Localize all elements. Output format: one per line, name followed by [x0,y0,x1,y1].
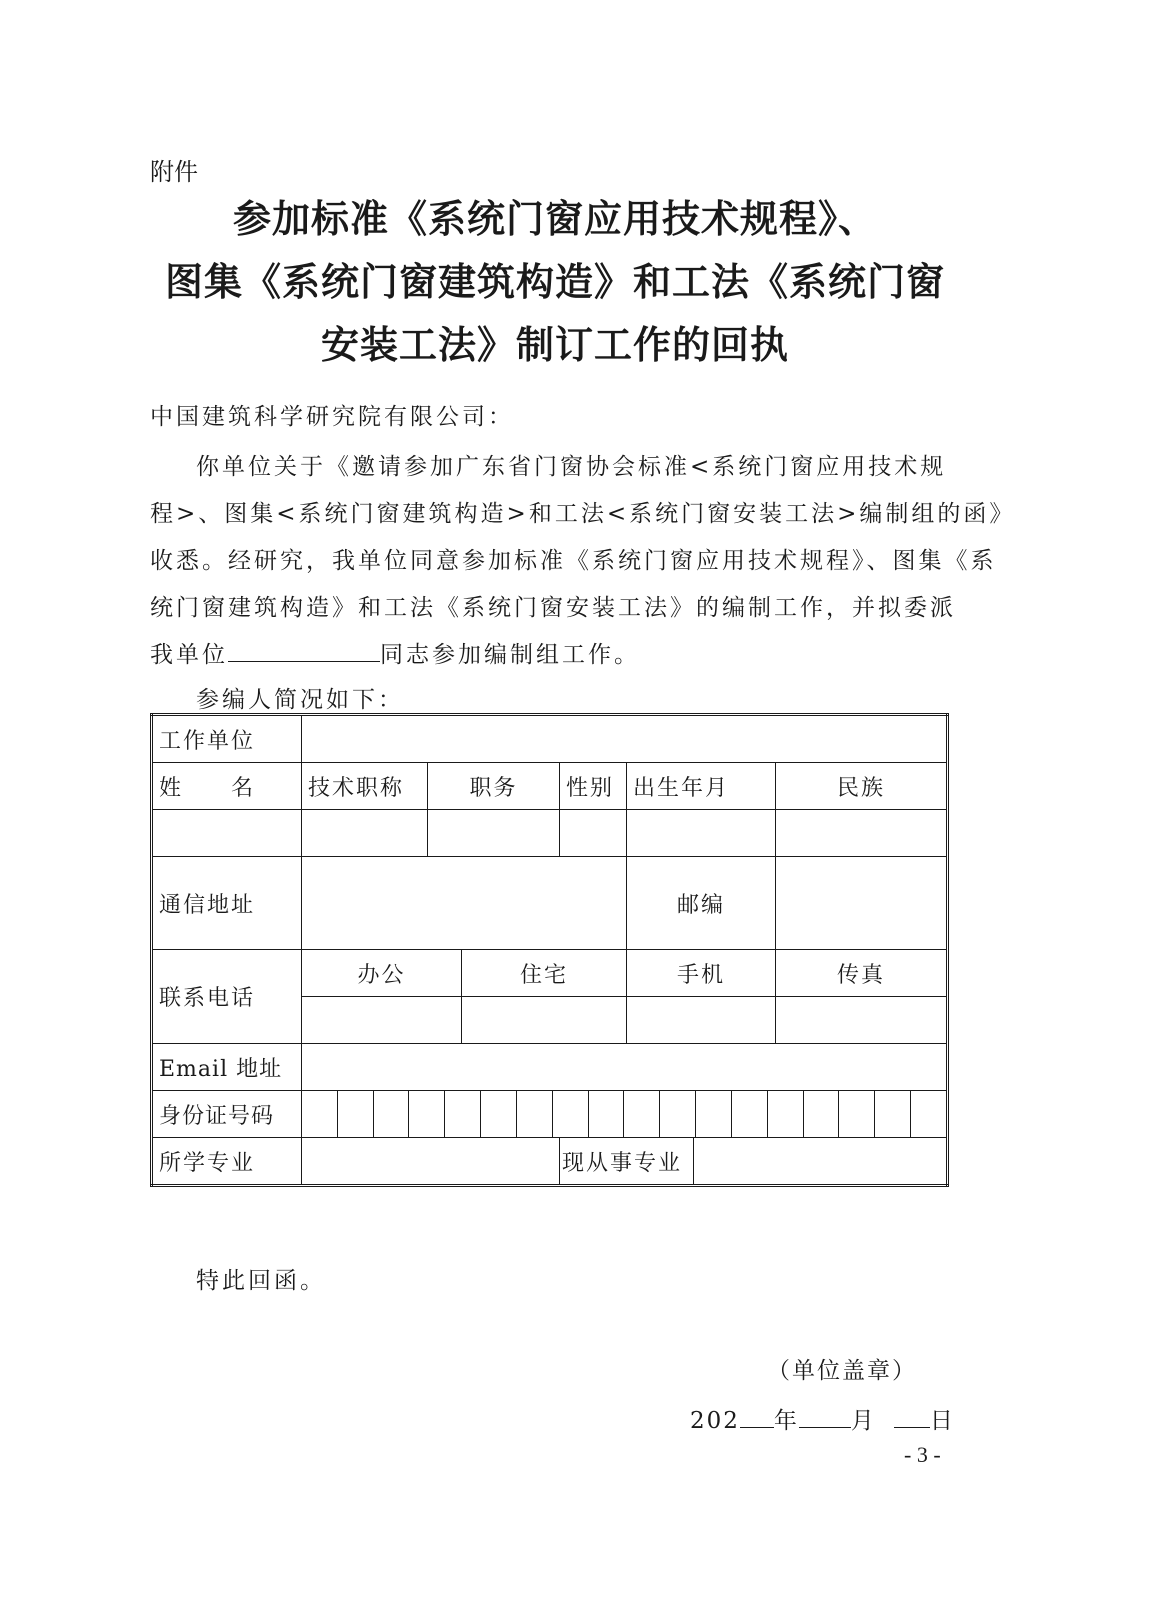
id-digit-box [337,1091,373,1137]
participant-form [150,713,949,1187]
home-phone-field[interactable] [462,997,627,1044]
id-digit-box [838,1091,874,1137]
gender-field[interactable] [560,810,627,857]
id-digit-box [874,1091,910,1137]
letter-line-3: 收悉。经研究，我单位同意参加标准《系统门窗应用技术规程》、图集《系 [150,548,997,574]
work-unit-field[interactable] [302,715,948,763]
delegate-name-blank[interactable] [228,643,380,662]
id-number-field[interactable] [302,1091,948,1138]
position-field[interactable] [428,810,560,857]
fax-field[interactable] [776,997,948,1044]
id-digit-box [302,1091,337,1137]
tech-title-field[interactable] [302,810,428,857]
label-major: 所学专业 [152,1138,302,1186]
date-year: 年 [773,1408,799,1434]
seal-label: （单位盖章） [767,1358,917,1384]
label-postcode: 邮编 [627,857,776,950]
id-digit-box [731,1091,767,1137]
letter-line-2: 程>、图集<系统门窗建筑构造>和工法<系统门窗安装工法>编制组的函》 [150,501,1016,527]
label-name: 姓 名 [152,763,302,810]
date-day-blank[interactable] [894,1407,930,1428]
label-gender: 性别 [560,763,627,810]
label-position: 职务 [428,763,560,810]
id-digit-box [373,1091,409,1137]
current-major-field[interactable] [694,1138,948,1186]
label-tech-title: 技术职称 [302,763,428,810]
id-digit-box [444,1091,480,1137]
id-digit-box [480,1091,516,1137]
salutation: 中国建筑科学研究院有限公司： [150,404,514,430]
id-digit-box [695,1091,731,1137]
major-field[interactable] [302,1138,560,1186]
address-field[interactable] [302,857,627,950]
id-digit-box [803,1091,839,1137]
label-work-unit: 工作单位 [152,715,302,763]
label-email: Email 地址 [152,1044,302,1091]
label-birth: 出生年月 [627,763,776,810]
letter-line-1: 你单位关于《邀请参加广东省门窗协会标准<系统门窗应用技术规 [196,454,947,480]
title-line-1: 参加标准《系统门窗应用技术规程》、 [232,197,877,241]
email-field[interactable] [302,1044,948,1091]
letter-line-5-after: 同志参加编制组工作。 [380,642,640,668]
participant-intro: 参编人简况如下： [196,687,404,713]
postcode-field[interactable] [776,857,948,950]
date-month: 月 [850,1408,876,1434]
id-digit-box [623,1091,659,1137]
date-year-prefix: 202 [690,1408,740,1434]
attachment-label: 附件 [150,158,198,186]
label-fax: 传真 [776,950,948,997]
title-line-3: 安装工法》制订工作的回执 [320,323,789,367]
date-year-blank[interactable] [740,1407,774,1428]
date-day: 日 [929,1408,955,1434]
label-home: 住宅 [462,950,627,997]
letter-line-4: 统门窗建筑构造》和工法《系统门窗安装工法》的编制工作，并拟委派 [150,595,956,621]
label-current-major: 现从事专业 [560,1138,694,1186]
ethnicity-field[interactable] [776,810,948,857]
id-digit-box [588,1091,624,1137]
label-mobile: 手机 [627,950,776,997]
id-digit-box [910,1091,946,1137]
date-month-blank[interactable] [799,1407,851,1428]
page-title [140,188,970,377]
id-number-boxes [302,1091,946,1137]
label-address: 通信地址 [152,857,302,950]
page-number: - 3 - [904,1442,941,1467]
label-office: 办公 [302,950,462,997]
closing-text: 特此回函。 [196,1268,326,1294]
birth-field[interactable] [627,810,776,857]
name-field[interactable] [152,810,302,857]
label-ethnicity: 民族 [776,763,948,810]
id-digit-box [408,1091,444,1137]
title-line-2: 图集《系统门窗建筑构造》和工法《系统门窗 [164,260,945,304]
label-id-number: 身份证号码 [152,1091,302,1138]
letter-line-5-before: 我单位 [150,642,228,668]
date-line [690,1402,955,1435]
label-phone: 联系电话 [152,950,302,1044]
office-phone-field[interactable] [302,997,462,1044]
id-digit-box [552,1091,588,1137]
mobile-phone-field[interactable] [627,997,776,1044]
id-digit-box [767,1091,803,1137]
letter-line-5 [150,636,640,669]
id-digit-box [516,1091,552,1137]
id-digit-box [659,1091,695,1137]
